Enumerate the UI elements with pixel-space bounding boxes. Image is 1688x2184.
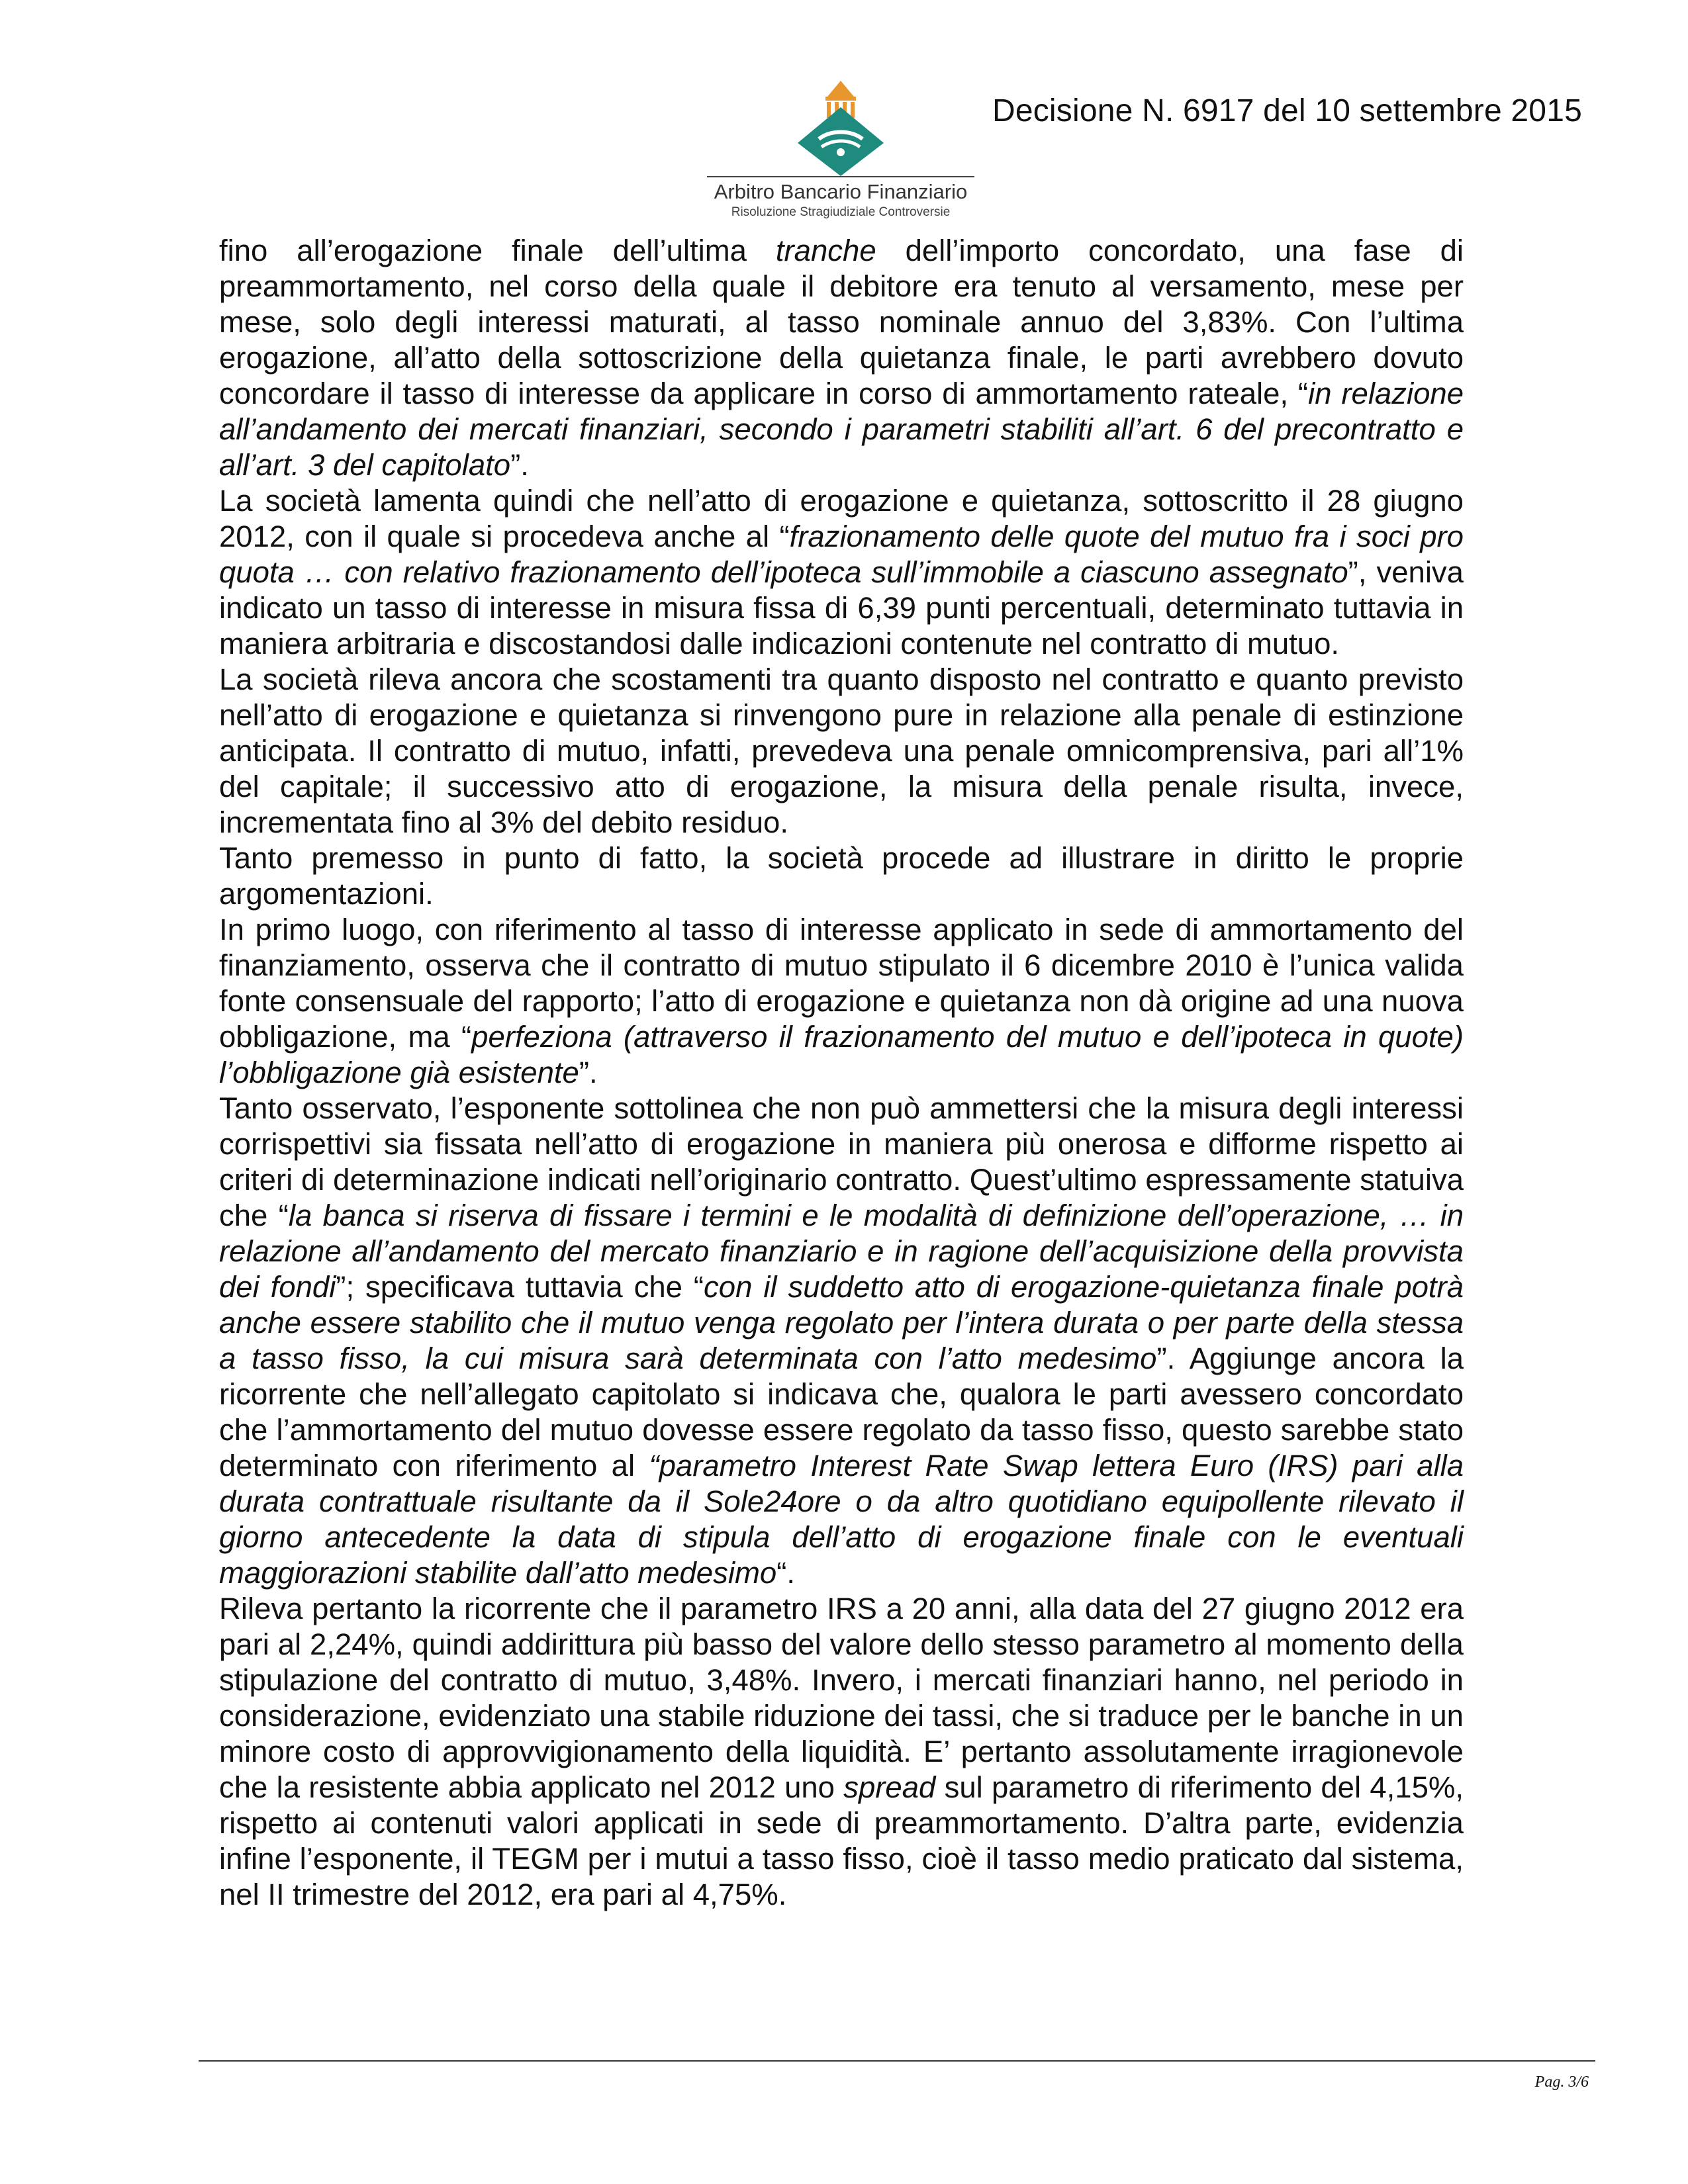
text-run: La società lamenta quindi che nell’atto di erogazione e quietanza, sottoscritto il 28 giugno 2012, con il quale si procedeva anche al “ xyxy=(219,484,1464,553)
text-run: “. xyxy=(776,1556,795,1590)
text-run: ”. xyxy=(510,448,529,482)
paragraph xyxy=(219,912,1464,1091)
text-run: In primo luogo, con riferimento al tasso di interesse applicato in sede di ammortamento del finanziamento, osserva che il contratto di mutuo stipulato il 6 dicembre 2010 è l’unica valida fonte consensuale del rapporto; l’atto di erogazione e quietanza non dà origine ad una nuova obbligazione, ma “ xyxy=(219,913,1464,1054)
logo-subtitle: Risoluzione Stragiudiziale Controversie xyxy=(731,205,951,219)
paragraph xyxy=(219,662,1464,841)
text-run: ”. Aggiunge ancora la ricorrente che nell’allegato capitolato si indicava che, qualora le parti avessero concordato che l’ammortamento del mutuo dovesse essere regolato da tasso fisso, questo sarebbe stato determinato con riferimento al xyxy=(219,1342,1464,1482)
document-body xyxy=(219,233,1464,1913)
abf-logo xyxy=(702,78,980,225)
text-run: La società rileva ancora che scostamenti tra quanto disposto nel contratto e quanto previsto nell’atto di erogazione e quietanza si rinvengono pure in relazione alla penale di estinzione anticipata. Il contratto di mutuo, infatti, prevedeva una penale omnicomprensiva, pari all’1% del capitale; il successivo atto di erogazione, la misura della penale risulta, invece, incrementata fino al 3% del debito residuo. xyxy=(219,662,1464,839)
text-run: ”. xyxy=(579,1056,598,1089)
text-run: fino all’erogazione finale dell’ultima xyxy=(219,234,776,267)
text-run: ”; specificava tuttavia che “ xyxy=(336,1270,704,1304)
paragraph xyxy=(219,1091,1464,1591)
italic-text: frazionamento delle quote del mutuo fra i soci pro quota … con relativo frazionamento dell’ipoteca sull’immobile a ciascuno assegnato xyxy=(219,520,1464,589)
italic-text: perfeziona (attraverso il frazionamento del mutuo e dell’ipoteca in quote) l’obbligazione già esistente xyxy=(219,1020,1464,1089)
paragraph xyxy=(219,1591,1464,1913)
text-run: Tanto premesso in punto di fatto, la società procede ad illustrare in diritto le proprie argomentazioni. xyxy=(219,841,1464,911)
text-run: Rileva pertanto la ricorrente che il parametro IRS a 20 anni, alla data del 27 giugno 2012 era pari al 2,24%, quindi addirittura più basso del valore dello stesso parametro al momento della stipulazione del contratto di mutuo, 3,48%. Invero, i mercati finanziari hanno, nel periodo in considerazione, evidenziato una stabile riduzione dei tassi, che si traduce per le banche in un minore costo di approvvigionamento della liquidità. E’ pertanto assolutamente irragionevole che la resistente abbia applicato nel 2012 uno xyxy=(219,1592,1464,1804)
text-run: Tanto osservato, l’esponente sottolinea che non può ammettersi che la misura degli interessi corrispettivi sia fissata nell’atto di erogazione in maniera più onerosa e difforme rispetto ai criteri di determinazione indicati nell’originario contratto. Quest’ultimo espressamente statuiva che “ xyxy=(219,1091,1464,1232)
text-run: dell’importo concordato, una fase di preammortamento, nel corso della quale il debitore era tenuto al versamento, mese per mese, solo degli interessi maturati, al tasso nominale annuo del 3,83%. Con l’ultima erogazione, all’atto della sottoscrizione della quietanza finale, le parti avrebbero dovuto concordare il tasso di interesse da applicare in corso di ammortamento rateale, “ xyxy=(219,234,1464,410)
text-run: sul parametro di riferimento del 4,15%, rispetto ai contenuti valori applicati in sede di preammortamento. D’altra parte, evidenzia infine l’esponente, il TEGM per i mutui a tasso fisso, cioè il tasso medio praticato dal sistema, nel II trimestre del 2012, era pari al 4,75%. xyxy=(219,1770,1464,1911)
page-number: Pag. 3/6 xyxy=(1534,2073,1589,2091)
italic-text: tranche xyxy=(775,234,876,267)
italic-text: la banca si riserva di fissare i termini e le modalità di definizione dell’operazione, … in relazione all’andamento del mercato finanziario e in ragione dell’acquisizione della provvista dei fondi xyxy=(219,1199,1464,1304)
italic-text: con il suddetto atto di erogazione-quietanza finale potrà anche essere stabilito che il mutuo venga regolato per l’intera durata o per parte della stessa a tasso fisso, la cui misura sarà determinata con l’atto medesimo xyxy=(219,1270,1464,1375)
italic-text: “parametro Interest Rate Swap lettera Euro (IRS) pari alla durata contrattuale risultante da il Sole24ore o da altro quotidiano equipollente rilevato il giorno antecedente la data di stipula dell’atto di erogazione finale con le eventuali maggiorazioni stabilite dall’atto medesimo xyxy=(219,1449,1464,1590)
italic-text: in relazione all’andamento dei mercati finanziari, secondo i parametri stabiliti all’art. 6 del precontratto e all’art. 3 del capitolato xyxy=(219,377,1464,482)
logo-divider xyxy=(707,176,974,177)
italic-text: spread xyxy=(843,1770,936,1804)
decision-title: Decisione N. 6917 del 10 settembre 2015 xyxy=(992,93,1582,128)
abf-emblem-icon xyxy=(778,78,904,177)
paragraph xyxy=(219,483,1464,662)
logo-name: Arbitro Bancario Finanziario xyxy=(714,180,968,203)
text-run: ”, veniva indicato un tasso di interesse in misura fissa di 6,39 punti percentuali, determinato tuttavia in maniera arbitraria e discostandosi dalle indicazioni contenute nel contratto di mutuo. xyxy=(219,555,1464,660)
paragraph xyxy=(219,233,1464,483)
paragraph xyxy=(219,841,1464,912)
footer-divider xyxy=(199,2060,1595,2062)
